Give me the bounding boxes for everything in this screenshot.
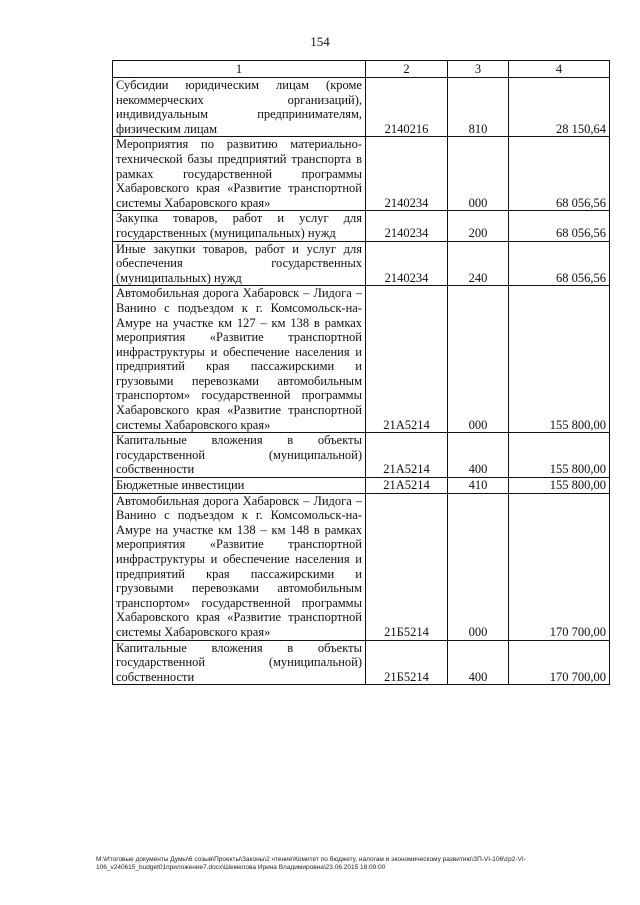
column-header-1: 1 [113, 61, 366, 78]
column-header-3: 3 [448, 61, 509, 78]
table-row [113, 493, 610, 640]
table-row [113, 137, 610, 211]
row-description: Бюджетные инвестиции [113, 478, 366, 494]
table-row [113, 78, 610, 137]
row-target-code: 2140234 [366, 211, 448, 241]
row-amount: 155 800,00 [509, 478, 610, 494]
row-expense-type: 200 [448, 211, 509, 241]
row-amount: 68 056,56 [509, 137, 610, 211]
table-header-row [113, 61, 610, 78]
row-expense-type: 410 [448, 478, 509, 494]
row-description: Иные закупки товаров, работ и услуг для обеспечения государственных (муниципальных) нужд [113, 241, 366, 286]
row-amount: 68 056,56 [509, 241, 610, 286]
row-target-code: 21А5214 [366, 286, 448, 433]
page-number: 154 [310, 34, 330, 49]
table-row [113, 211, 610, 241]
row-amount: 170 700,00 [509, 493, 610, 640]
row-expense-type: 000 [448, 493, 509, 640]
file-path-footer [96, 856, 616, 872]
row-amount: 170 700,00 [509, 640, 610, 685]
file-path-line: 106_v240615_budget01приложение7.docx\Шемелова Ирина Владимировна\23.06.2015 18:09:00 [96, 864, 386, 871]
table-row [113, 478, 610, 494]
row-target-code: 21А5214 [366, 478, 448, 494]
row-expense-type: 400 [448, 433, 509, 478]
file-path-line: M:\Итоговые документы Думы\6 созыв\Проекты\Законы\2 чтение\Комитет по бюджету, налогам и экономическому развитию\ЗП-VI-106\zp2-VI- [96, 856, 526, 863]
row-amount: 28 150,64 [509, 78, 610, 137]
row-expense-type: 000 [448, 286, 509, 433]
table-row [113, 241, 610, 286]
row-target-code: 2140216 [366, 78, 448, 137]
row-amount: 68 056,56 [509, 211, 610, 241]
row-amount: 155 800,00 [509, 286, 610, 433]
row-expense-type: 240 [448, 241, 509, 286]
row-target-code: 2140234 [366, 241, 448, 286]
table-row [113, 433, 610, 478]
column-header-2: 2 [366, 61, 448, 78]
row-target-code: 21Б5214 [366, 493, 448, 640]
row-expense-type: 400 [448, 640, 509, 685]
row-description: Автомобильная дорога Хабаровск – Лидога – Ванино с подъездом к г. Комсомольск-на-Амуре на участке км 138 – км 148 в рамках мероприятия «Развитие транспортной инфраструктуры и обеспечение населения и предприятий края пассажирскими и грузовыми перевозками автомобильным транспортом» государственной программы Хабаровского края «Развитие транспортной системы Хабаровского края» [113, 493, 366, 640]
column-header-4: 4 [509, 61, 610, 78]
row-description: Капитальные вложения в объекты государственной (муниципальной) собственности [113, 640, 366, 685]
row-expense-type: 810 [448, 78, 509, 137]
row-description: Автомобильная дорога Хабаровск – Лидога – Ванино с подъездом к г. Комсомольск-на-Амуре на участке км 127 – км 138 в рамках мероприятия «Развитие транспортной инфраструктуры и обеспечение населения и предприятий края пассажирскими и грузовыми перевозками автомобильным транспортом» государственной программы Хабаровского края «Развитие транспортной системы Хабаровского края» [113, 286, 366, 433]
row-amount: 155 800,00 [509, 433, 610, 478]
budget-table [112, 60, 610, 685]
row-target-code: 21Б5214 [366, 640, 448, 685]
table-row [113, 286, 610, 433]
row-description: Закупка товаров, работ и услуг для государственных (муниципальных) нужд [113, 211, 366, 241]
row-description: Капитальные вложения в объекты государственной (муниципальной) собственности [113, 433, 366, 478]
row-target-code: 21А5214 [366, 433, 448, 478]
row-description: Субсидии юридическим лицам (кроме некоммерческих организаций), индивидуальным предпринимателям, физическим лицам [113, 78, 366, 137]
row-target-code: 2140234 [366, 137, 448, 211]
row-description: Мероприятия по развитию материально-технической базы предприятий транспорта в рамках государственной программы Хабаровского края «Развитие транспортной системы Хабаровского края» [113, 137, 366, 211]
table-row [113, 640, 610, 685]
row-expense-type: 000 [448, 137, 509, 211]
